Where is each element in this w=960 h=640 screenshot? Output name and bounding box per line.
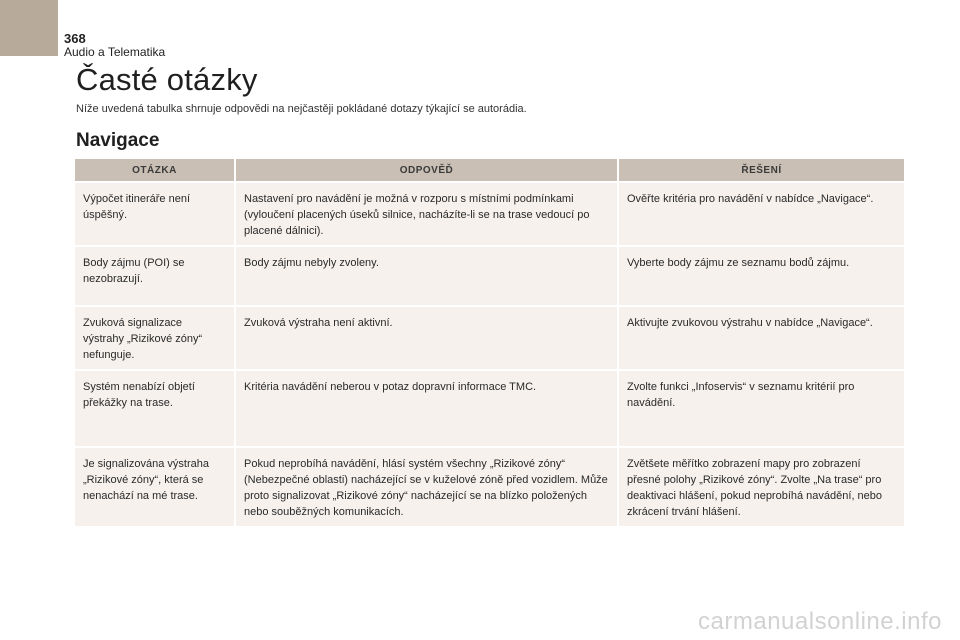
answer-cell: Pokud neprobíhá navádění, hlásí systém všechny „Rizikové zóny“ (Nebezpečné oblasti) nacházející se v kuželové zóně před vozidlem. Může proto signalizovat „Rizikové zóny“ nacházející se na blízko položených nebo souběžných komunikacích. — [235, 447, 618, 526]
table-row — [75, 246, 904, 306]
answer-cell: Kritéria navádění neberou v potaz dopravní informace TMC. — [235, 370, 618, 447]
solution-cell: Vyberte body zájmu ze seznamu bodů zájmu. — [618, 246, 904, 306]
answer-cell: Nastavení pro navádění je možná v rozporu s místními podmínkami (vyloučení placených úseků silnice, nacházíte-li se na trase vedoucí po placené dálnici). — [235, 182, 618, 246]
answer-cell: Body zájmu nebyly zvoleny. — [235, 246, 618, 306]
question-cell: Body zájmu (POI) se nezobrazují. — [75, 246, 235, 306]
solution-cell: Zvětšete měřítko zobrazení mapy pro zobrazení přesné polohy „Rizikové zóny“. Zvolte „Na trase“ pro deaktivaci hlášení, pokud neprobíhá navádění, nebo zkrácení trvání hlášení. — [618, 447, 904, 526]
column-header-question: OTÁZKA — [75, 159, 235, 182]
solution-cell: Ověřte kritéria pro navádění v nabídce „Navigace“. — [618, 182, 904, 246]
corner-tab — [0, 0, 58, 56]
table-row — [75, 182, 904, 246]
faq-table — [75, 159, 904, 526]
column-header-solution: ŘEŠENÍ — [618, 159, 904, 182]
question-cell: Výpočet itineráře není úspěšný. — [75, 182, 235, 246]
question-cell: Zvuková signalizace výstrahy „Rizikové zóny“ nefunguje. — [75, 306, 235, 370]
answer-cell: Zvuková výstraha není aktivní. — [235, 306, 618, 370]
watermark: carmanualsonline.info — [698, 608, 942, 635]
section-label: Audio a Telematika — [64, 45, 166, 59]
column-header-answer: ODPOVĚĎ — [235, 159, 618, 182]
table-row — [75, 447, 904, 526]
table-row — [75, 306, 904, 370]
table-header-row — [75, 159, 904, 182]
section-heading: Navigace — [76, 130, 160, 151]
question-cell: Systém nenabízí objetí překážky na trase. — [75, 370, 235, 447]
solution-cell: Zvolte funkci „Infoservis“ v seznamu kritérií pro navádění. — [618, 370, 904, 447]
table-row — [75, 370, 904, 447]
question-cell: Je signalizována výstraha „Rizikové zóny“, která se nenachází na mé trase. — [75, 447, 235, 526]
page-number: 368 — [64, 31, 86, 46]
solution-cell: Aktivujte zvukovou výstrahu v nabídce „Navigace“. — [618, 306, 904, 370]
page-title: Časté otázky — [76, 62, 258, 97]
page-subtitle: Níže uvedená tabulka shrnuje odpovědi na nejčastěji pokládané dotazy týkající se autorádia. — [76, 103, 527, 115]
